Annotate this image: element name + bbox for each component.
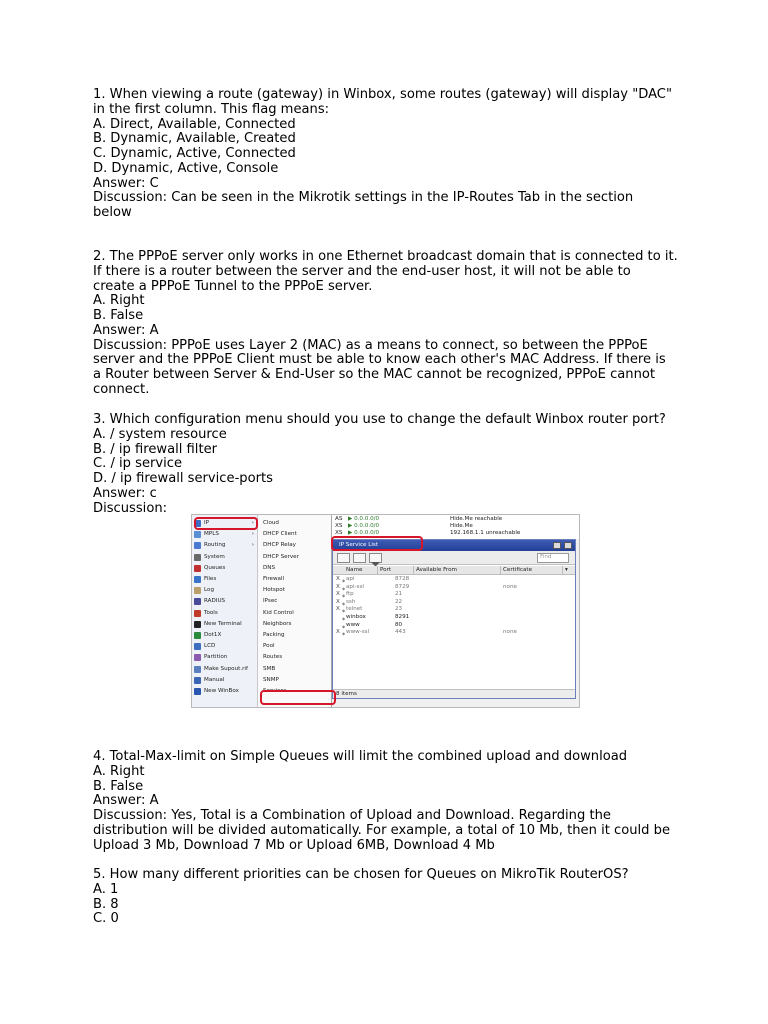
question-5-line: 5. How many different priorities can be chosen for Queues on MikroTik RouterOS? xyxy=(93,867,629,882)
cell-name: api-ssl xyxy=(346,583,364,590)
sidebar-item-label: Partition xyxy=(204,654,228,661)
winbox-screenshot xyxy=(191,514,580,708)
question-2-line: If there is a router between the server and the end-user host, it will not be able to xyxy=(93,263,631,279)
find-input[interactable]: Find xyxy=(537,553,569,563)
question-3-line: C. / ip service xyxy=(93,456,183,472)
reset-icon[interactable] xyxy=(353,553,366,563)
sidebar-item-label: New WinBox xyxy=(204,688,239,694)
question-1-line: Answer: C xyxy=(93,175,159,191)
mpls-icon xyxy=(194,531,201,538)
sidebar-item[interactable] xyxy=(194,630,256,641)
cell-port: 22 xyxy=(395,598,403,605)
question-2-line: Answer: A xyxy=(93,322,159,338)
queues-icon xyxy=(194,565,201,572)
submenu-item[interactable]: Services xyxy=(263,688,287,694)
cell-flag: X xyxy=(336,629,340,636)
service-table-header xyxy=(333,566,575,575)
question-4-line: distribution will be divided automatically. For example, a total of 10 Mb, then it could be xyxy=(93,822,670,838)
status-count: 8 items xyxy=(336,691,357,697)
sidebar-item-label: Tools xyxy=(204,609,218,616)
question-2-line: Discussion: PPPoE uses Layer 2 (MAC) as a means to connect, so between the PPPoE xyxy=(93,337,648,353)
question-3-line: B. / ip firewall filter xyxy=(93,441,218,457)
submenu-item[interactable]: Routes xyxy=(263,654,283,661)
submenu-item[interactable]: Firewall xyxy=(263,576,285,582)
question-5-line: C. 0 xyxy=(93,911,119,927)
service-icon: ◆ xyxy=(342,608,346,614)
question-2 xyxy=(93,250,693,398)
question-2-line: 2. The PPPoE server only works in one Ethernet broadcast domain that is connected to it. xyxy=(93,249,678,264)
edit-icon[interactable] xyxy=(337,553,350,563)
filter-icon[interactable] xyxy=(369,553,382,563)
question-1 xyxy=(93,88,693,221)
route-flag: AS xyxy=(335,516,343,522)
route-flag: XS xyxy=(335,523,343,529)
submenu-item[interactable]: DHCP Server xyxy=(263,553,299,560)
service-icon: ◆ xyxy=(342,616,346,621)
submenu-item[interactable]: Kid Control xyxy=(263,609,294,616)
col-certificate[interactable]: Certificate xyxy=(503,567,533,573)
terminal-icon xyxy=(194,621,201,628)
service-icon: ◆ xyxy=(342,623,346,629)
cell-flag: X xyxy=(336,591,340,598)
sidebar-item[interactable] xyxy=(194,540,256,551)
table-row[interactable] xyxy=(333,606,575,614)
sidebar-item-label: Manual xyxy=(204,676,225,683)
question-1-line: B. Dynamic, Available, Created xyxy=(93,131,296,147)
route-gw: Hide.Me xyxy=(450,523,473,529)
question-2-line: server and the PPPoE Client must be able to know each other's MAC Address. If there is xyxy=(93,352,666,368)
sidebar-item[interactable] xyxy=(194,552,256,563)
submenu-item[interactable]: Pool xyxy=(263,643,275,650)
question-4-line: Upload 3 Mb, Download 7 Mb or Upload 6MB, Download 4 Mb xyxy=(93,837,495,853)
submenu-item[interactable]: SNMP xyxy=(263,676,279,683)
table-row[interactable] xyxy=(333,599,575,607)
question-1-line: below xyxy=(93,205,132,220)
sidebar-item-label: Log xyxy=(204,587,214,594)
sidebar-item[interactable] xyxy=(194,652,256,663)
table-row[interactable] xyxy=(333,629,575,637)
submenu-item[interactable]: DHCP Client xyxy=(263,531,297,538)
sidebar-item[interactable] xyxy=(194,574,256,585)
question-5-line: A. 1 xyxy=(93,881,119,897)
sidebar-item[interactable] xyxy=(194,529,256,540)
service-icon: ◆ xyxy=(342,585,346,591)
question-4-line: B. False xyxy=(93,778,144,794)
sidebar-item-label: Files xyxy=(204,576,217,582)
route-flag: XS xyxy=(335,530,343,536)
ip-highlight xyxy=(194,517,258,530)
question-1-line: A. Direct, Available, Connected xyxy=(93,116,296,132)
sidebar-item[interactable] xyxy=(194,641,256,652)
cell-cert: none xyxy=(503,583,517,590)
route-gw: 192.168.1.1 unreachable xyxy=(450,530,521,536)
table-row[interactable] xyxy=(333,622,575,630)
question-2-line: B. False xyxy=(93,308,144,323)
ip-submenu xyxy=(258,515,332,707)
sidebar-item-label: MPLS xyxy=(204,531,219,538)
cell-name: ftp xyxy=(346,591,354,598)
question-1-line: in the first column. This flag means: xyxy=(93,101,330,117)
table-row[interactable] xyxy=(333,614,575,622)
question-4-line: Discussion: Yes, Total is a Combination of Upload and Download. Regarding the xyxy=(93,808,611,823)
manual-icon xyxy=(194,677,201,684)
sidebar-item[interactable] xyxy=(194,675,256,686)
cell-flag: X xyxy=(336,606,340,613)
question-1-line: C. Dynamic, Active, Connected xyxy=(93,146,296,161)
col-name[interactable]: Name xyxy=(346,567,363,573)
supout-icon xyxy=(194,666,201,673)
submenu-item[interactable]: Cloud xyxy=(263,520,279,526)
sidebar-item-label: Routing xyxy=(204,542,226,549)
sidebar-item-label: System xyxy=(204,553,225,560)
cell-port: 443 xyxy=(395,629,406,636)
question-3-line: 3. Which configuration menu should you use to change the default Winbox router port? xyxy=(93,412,666,427)
question-3-line: D. / ip firewall service-ports xyxy=(93,471,273,486)
question-2-line: A. Right xyxy=(93,293,145,309)
route-dst: ▶ 0.0.0.0/0 xyxy=(348,516,380,522)
question-3-line: Answer: c xyxy=(93,485,157,501)
dot1x-icon xyxy=(194,632,201,639)
lcd-icon xyxy=(194,643,201,650)
partition-icon xyxy=(194,654,201,661)
table-row[interactable] xyxy=(333,591,575,599)
sidebar-item-label: Dot1X xyxy=(204,632,222,638)
question-4-line: Answer: A xyxy=(93,793,159,809)
route-dst: ▶ 0.0.0.0/0 xyxy=(348,530,380,536)
cell-name: telnet xyxy=(346,606,363,613)
submenu-item[interactable]: Packing xyxy=(263,632,285,638)
sidebar-item-label: RADIUS xyxy=(204,598,226,605)
sidebar-item[interactable] xyxy=(194,664,256,675)
submenu-item[interactable]: IPsec xyxy=(263,598,278,605)
cell-port: 80 xyxy=(395,621,403,628)
column-dropdown-icon[interactable]: ▾ xyxy=(565,567,568,573)
chevron-right-icon: › xyxy=(251,531,254,538)
ip-service-list-window xyxy=(332,539,576,699)
submenu-item[interactable]: Hotspot xyxy=(263,587,285,594)
files-icon xyxy=(194,576,201,583)
sidebar-item-label: IP xyxy=(204,520,210,526)
log-icon xyxy=(194,587,201,594)
window-close-button[interactable] xyxy=(564,542,572,549)
question-4-line: A. Right xyxy=(93,763,145,779)
system-icon xyxy=(194,554,201,561)
winbox-sidebar xyxy=(192,515,258,707)
cell-flag: X xyxy=(336,598,340,605)
routing-icon xyxy=(194,542,201,549)
status-bar xyxy=(333,689,575,698)
cell-port: 8728 xyxy=(395,576,410,582)
service-icon: ◆ xyxy=(342,631,346,637)
question-1-line: D. Dynamic, Active, Console xyxy=(93,160,279,176)
submenu-item[interactable]: DNS xyxy=(263,564,276,571)
service-icon: ◆ xyxy=(342,593,346,599)
question-1-line: Discussion: Can be seen in the Mikrotik settings in the IP-Routes Tab in the section xyxy=(93,190,634,206)
cell-port: 8729 xyxy=(395,583,410,590)
table-row[interactable] xyxy=(333,584,575,592)
window-title-highlight xyxy=(331,536,423,551)
col-port[interactable]: Port xyxy=(380,567,392,573)
cell-name: ssh xyxy=(346,598,356,605)
cell-name: winbox xyxy=(346,614,366,620)
route-gw: Hide.Me reachable xyxy=(450,516,503,522)
cell-flag: X xyxy=(336,583,340,590)
question-2-line: create a PPPoE Tunnel to the PPPoE server. xyxy=(93,278,373,294)
service-icon: ◆ xyxy=(342,600,346,606)
question-4-line: 4. Total-Max-limit on Simple Queues will limit the combined upload and download xyxy=(93,749,628,764)
radius-icon xyxy=(194,598,201,605)
sidebar-item[interactable] xyxy=(194,608,256,619)
submenu-item[interactable]: SMB xyxy=(263,665,276,672)
question-2-line: a Router between Server & End-User so the MAC cannot be recognized, PPPoE cannot xyxy=(93,367,656,382)
sidebar-item[interactable] xyxy=(194,585,256,596)
question-3 xyxy=(93,413,693,516)
chevron-right-icon: › xyxy=(251,542,254,549)
cell-name: api xyxy=(346,576,355,582)
question-3-line: A. / system resource xyxy=(93,426,227,442)
cell-name: www-ssl xyxy=(346,629,370,636)
submenu-item[interactable]: DHCP Relay xyxy=(263,542,296,549)
window-toolbar xyxy=(333,551,575,565)
question-5-line: B. 8 xyxy=(93,896,119,912)
cell-port: 8291 xyxy=(395,614,410,620)
cell-name: www xyxy=(346,621,360,628)
sidebar-item[interactable] xyxy=(194,596,256,607)
cell-port: 21 xyxy=(395,591,403,598)
question-3-line: Discussion: xyxy=(93,500,168,516)
sidebar-item[interactable] xyxy=(194,686,256,697)
sidebar-item-label: Queues xyxy=(204,564,226,571)
submenu-item[interactable]: Neighbors xyxy=(263,620,292,627)
route-dst: ▶ 0.0.0.0/0 xyxy=(348,523,380,529)
cell-flag: X xyxy=(336,576,340,582)
sidebar-item-label: LCD xyxy=(204,643,216,650)
services-highlight xyxy=(260,690,336,705)
chevron-right-icon: › xyxy=(251,520,254,526)
question-1-line: 1. When viewing a route (gateway) in Winbox, some routes (gateway) will display "DAC" xyxy=(93,87,672,102)
question-5 xyxy=(93,868,693,927)
window-title: IP Service List xyxy=(339,542,379,548)
winbox-icon xyxy=(194,688,201,695)
table-row[interactable] xyxy=(333,576,575,584)
col-available-from[interactable]: Available From xyxy=(416,567,457,573)
cell-cert: none xyxy=(503,629,517,636)
question-4 xyxy=(93,750,693,853)
service-icon: ◆ xyxy=(342,578,346,583)
cell-port: 23 xyxy=(395,606,403,613)
question-2-line: connect. xyxy=(93,381,150,397)
window-maximize-button[interactable] xyxy=(553,542,561,549)
tools-icon xyxy=(194,610,201,617)
sidebar-item-label: Make Supout.rif xyxy=(204,665,248,672)
sidebar-item-label: New Terminal xyxy=(204,620,242,627)
sidebar-item[interactable] xyxy=(194,619,256,630)
sidebar-item[interactable] xyxy=(194,563,256,574)
